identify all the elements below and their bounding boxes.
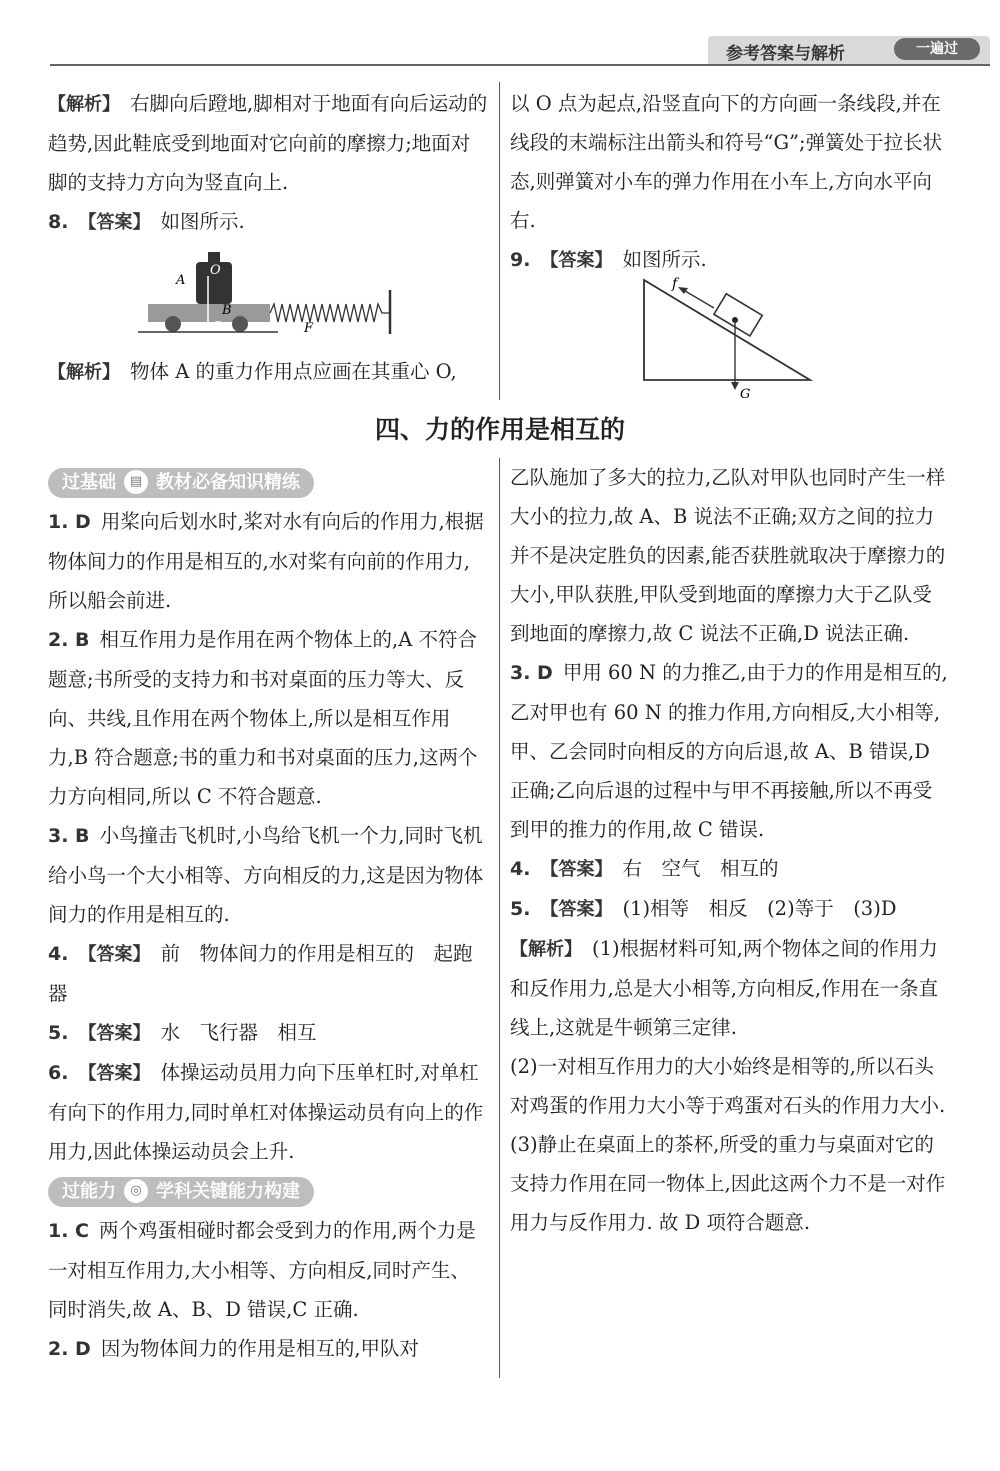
column-divider-top	[499, 82, 500, 400]
item-3: 3. B 小鸟撞击飞机时,小鸟给飞机一个力,同时飞机给小鸟一个大小相等、方向相反的力,这是因为物体间力的作用是相互的.	[48, 824, 484, 926]
spring	[270, 304, 390, 322]
cart-body	[148, 304, 270, 322]
pill-ability: 过能力 ◎ 学科关键能力构建	[48, 1177, 314, 1207]
header-title: 参考答案与解析	[726, 44, 845, 64]
continued-2d: 乙队施加了多大的拉力,乙队对甲队也同时产生一样大小的拉力,故 A、B 说法不正确;双方之间的拉力并不是决定胜负的因素,能否获胜就取决于摩擦力的大小,甲队获胜,甲队受到地面的摩擦力大于乙队受到地面的摩擦力,故 C 说法不正确,D 说法正确.	[510, 466, 946, 645]
label-f: F	[304, 321, 314, 336]
ability-item-2: 2. D 因为物体间力的作用是相互的,甲队对	[48, 1337, 420, 1360]
brand-logo: 一遍过	[894, 38, 980, 60]
item-1: 1. D 用桨向后划水时,桨对水有向后的作用力,根据物体间力的作用是相互的,水对桨有向前的作用力,所以船会前进.	[48, 510, 484, 612]
ability-item-4: 4. 【答案】 右 空气 相互的	[510, 857, 779, 880]
pill-basic: 过基础 ▤ 教材必备知识精练	[48, 468, 314, 498]
ability-item-3: 3. D 甲用 60 N 的力推乙,由于力的作用是相互的,乙对甲也有 60 N 的推力作用,方向相反,大小相等,甲、乙会同时向相反的方向后退,故 A、B 错误,D 正确;乙向后退的过程中与甲不再接触,所以不再受到甲的推力的作用,故 C 错误.	[510, 661, 948, 841]
gravity-arrowhead	[204, 324, 212, 332]
column-divider-main	[499, 458, 500, 1378]
item-6: 6. 【答案】 体操运动员用力向下压单杠时,对单杠有向下的作用力,同时单杠对体操运动员有向上的作用力,因此体操运动员会上升.	[48, 1061, 484, 1163]
top-right-column	[510, 84, 950, 280]
label-o: O	[210, 263, 221, 278]
medal-icon: ◎	[124, 1179, 148, 1203]
analysis-5-2: (2)一对相互作用力的大小始终是相等的,所以石头对鸡蛋的作用力大小等于鸡蛋对石头的作用力大小.	[510, 1055, 946, 1117]
cart-wheel-right	[232, 316, 248, 332]
analysis-para: 【解析】 右脚向后蹬地,脚相对于地面有向后运动的趋势,因此鞋底受到地面对它向前的摩擦力;地面对脚的支持力方向为竖直向上.	[48, 92, 488, 194]
block-on-incline	[714, 294, 762, 336]
figure-9-incline	[632, 272, 822, 402]
item-4: 4. 【答案】 前 物体间力的作用是相互的 起跑器	[48, 942, 473, 1005]
item-2: 2. B 相互作用力是作用在两个物体上的,A 不符合题意;书所受的支持力和书对桌面的压力等大、反向、共线,且作用在两个物体上,所以是相互作用力,B 符合题意;书的重力和书对桌面的压力,这两个力方向相同,所以 C 不符合题意.	[48, 628, 478, 808]
item-5: 5. 【答案】 水 飞行器 相互	[48, 1021, 317, 1044]
label-a: A	[176, 273, 186, 288]
friction-arrowhead	[678, 287, 688, 294]
figure-8-cart-spring	[138, 238, 400, 338]
analysis-continued: 以 O 点为起点,沿竖直向下的方向画一条线段,并在线段的末端标注出箭头和符号“G”;弹簧处于拉长状态,则弹簧对小车的弹力作用在小车上,方向水平向右.	[510, 92, 943, 232]
analysis-8: 【解析】 物体 A 的重力作用点应画在其重心 O,	[48, 360, 457, 383]
left-main-column	[48, 462, 488, 1369]
ability-item-1: 1. C 两个鸡蛋相碰时都会受到力的作用,两个力是一对相互作用力,大小相等、方向相反,同时产生、同时消失,故 A、B、D 错误,C 正确.	[48, 1219, 476, 1321]
gravity-arrowhead-9	[731, 382, 739, 390]
label-g: G	[212, 319, 222, 333]
analysis-5-3: (3)静止在桌面上的茶杯,所受的重力与桌面对它的支持力作用在同一物体上,因此这两个力不是一对作用力与反作用力. 故 D 项符合题意.	[510, 1133, 946, 1234]
analysis-5: 【解析】 (1)根据材料可知,两个物体之间的作用力和反作用力,总是大小相等,方向相反,作用在一条直线上,这就是牛顿第三定律.	[510, 937, 939, 1039]
right-main-column	[510, 458, 950, 1242]
answer-8: 8. 【答案】 如图所示.	[48, 210, 245, 233]
top-left-column	[48, 84, 488, 242]
header-tab	[708, 36, 990, 64]
label-f9: f	[672, 276, 678, 292]
header-rule	[50, 64, 990, 66]
section-title: 四、力的作用是相互的	[374, 415, 625, 444]
label-g9: G	[740, 387, 751, 402]
ability-item-5: 5. 【答案】 (1)相等 相反 (2)等于 (3)D	[510, 897, 897, 920]
answer-9: 9. 【答案】 如图所示.	[510, 248, 707, 271]
cart-wheel-left	[165, 316, 181, 332]
label-b: B	[222, 303, 232, 318]
notebook-icon: ▤	[124, 470, 148, 494]
